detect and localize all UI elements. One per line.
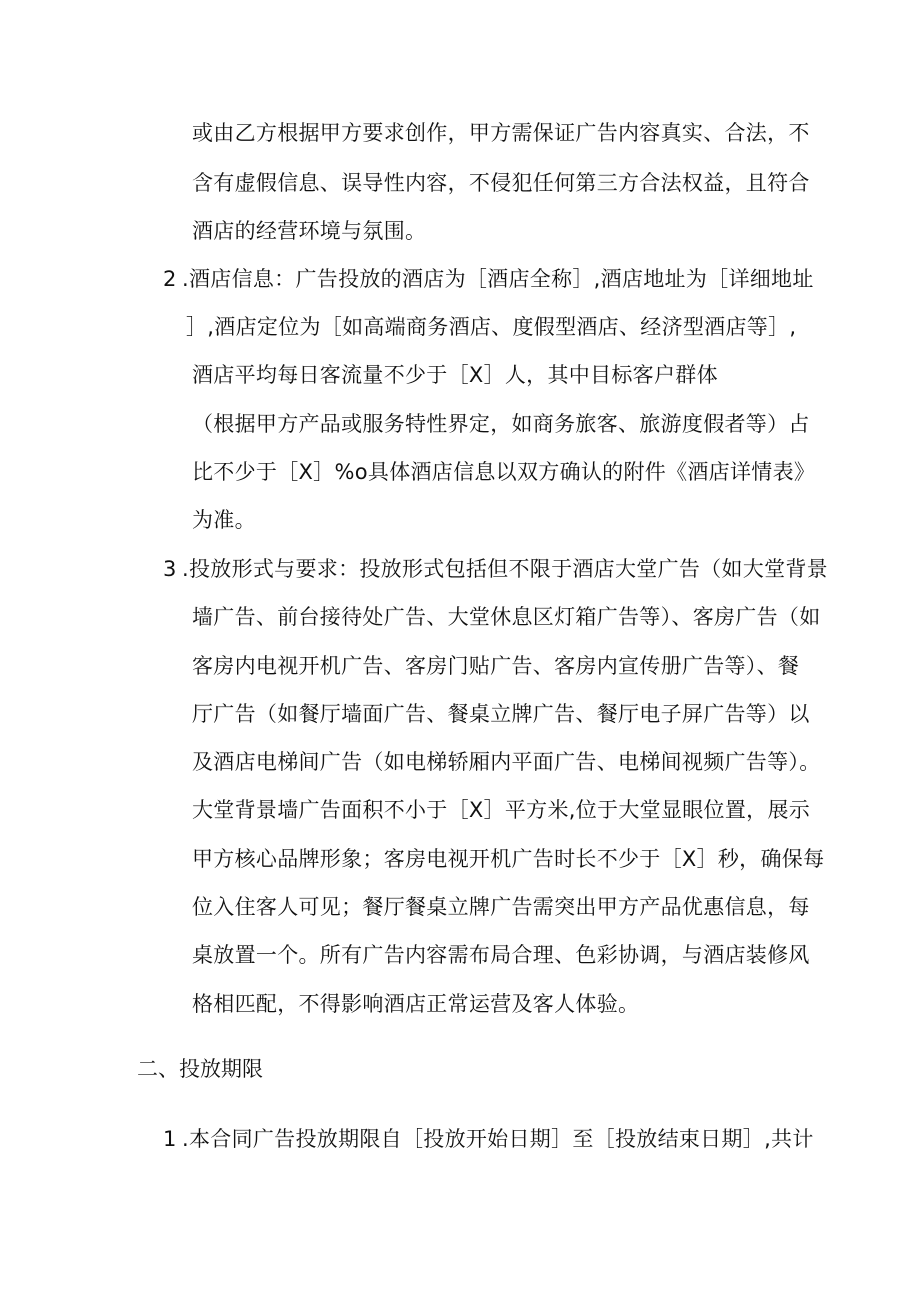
item-3-line-1: .投放形式与要求：投放形式包括但不限于酒店大堂广告（如大堂背景 — [182, 557, 828, 581]
section-2-heading: 二、投放期限 — [137, 1057, 263, 1081]
item-3-line-6: 大堂背景墙广告面积不小于［X］平方米,位于大堂显眼位置，展示 — [192, 798, 811, 822]
item-3-number: 3 — [163, 557, 177, 581]
item-3-line-3: 客房内电视开机广告、客房门贴广告、客房内宣传册广告等）、餐 — [192, 654, 800, 678]
section-2-item-1-line-1: .本合同广告投放期限自［投放开始日期］至［投放结束日期］,共计 — [182, 1127, 814, 1151]
paragraph-1-line-3: 酒店的经营环境与氛围。 — [192, 219, 427, 243]
item-2-line-5: 比不少于［X］%o具体酒店信息以双方确认的附件《酒店详情表》 — [192, 460, 816, 484]
item-3-line-9: 桌放置一个。所有广告内容需布局合理、色彩协调，与酒店装修风 — [192, 943, 810, 967]
item-2-line-1: .酒店信息：广告投放的酒店为［酒店全称］,酒店地址为［详细地址 — [182, 267, 814, 291]
item-2-line-4: （根据甲方产品或服务特性界定，如商务旅客、旅游度假者等）占 — [192, 412, 810, 436]
item-3-line-8: 位入住客人可见；餐厅餐桌立牌广告需突出甲方产品优惠信息，每 — [192, 895, 810, 919]
item-3-line-10: 格相匹配，不得影响酒店正常运营及客人体验。 — [192, 992, 640, 1016]
item-2-line-3: 酒店平均每日客流量不少于［X］人，其中目标客户群体 — [192, 363, 718, 387]
item-2-number: 2 — [163, 267, 177, 291]
item-2-line-2: ］,酒店定位为［如高端商务酒店、度假型酒店、经济型酒店等］, — [186, 315, 797, 339]
paragraph-1-line-1: 或由乙方根据甲方要求创作，甲方需保证广告内容真实、合法，不 — [192, 121, 810, 145]
paragraph-1-line-2: 含有虚假信息、误导性内容，不侵犯任何第三方合法权益，且符合 — [192, 171, 810, 195]
section-2-item-1-number: 1 — [163, 1127, 177, 1151]
item-2-line-6: 为准。 — [192, 508, 256, 532]
item-3-line-4: 厅广告（如餐厅墙面广告、餐桌立牌广告、餐厅电子屏广告等）以 — [192, 702, 810, 726]
item-3-line-5: 及酒店电梯间广告（如电梯轿厢内平面广告、电梯间视频广告等）。 — [192, 750, 821, 774]
item-3-line-7: 甲方核心品牌形象；客房电视开机广告时长不少于［X］秒，确保每 — [192, 847, 825, 871]
item-3-line-2: 墙广告、前台接待处广告、大堂休息区灯箱广告等）、客房广告（如 — [192, 605, 821, 629]
